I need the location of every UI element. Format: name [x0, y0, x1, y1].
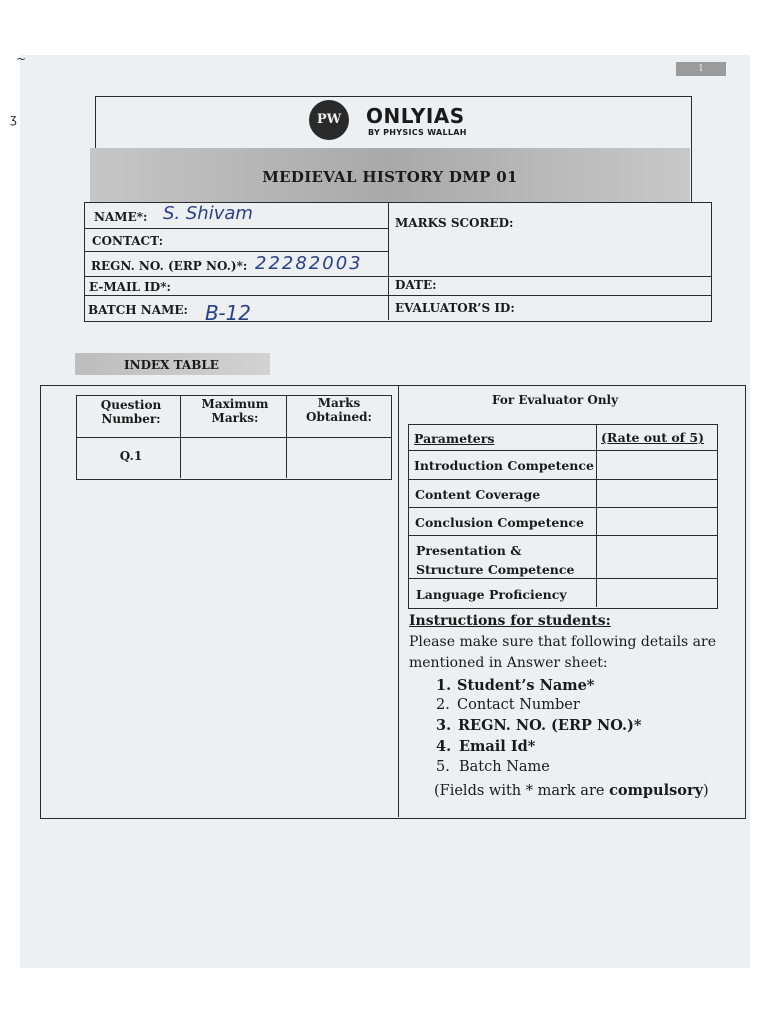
- param-row-line: [408, 507, 718, 508]
- table-row-question: Q.1: [119, 449, 143, 463]
- list-item-num: 5.: [436, 759, 450, 775]
- evaluator-title: For Evaluator Only: [492, 393, 619, 407]
- grid-line: [84, 295, 712, 296]
- note-prefix: (Fields with * mark are: [434, 783, 610, 799]
- param-introduction: Introduction Competence: [414, 458, 594, 473]
- name-value: S. Shivam: [163, 203, 253, 224]
- page-title: MEDIEVAL HISTORY DMP 01: [262, 168, 518, 186]
- list-item-num: 3.: [436, 717, 452, 734]
- param-row-line: [408, 479, 718, 480]
- param-col-line: [596, 424, 597, 607]
- note-suffix: ): [703, 783, 709, 799]
- contact-label: CONTACT:: [92, 234, 164, 248]
- list-item-num: 1.: [436, 677, 452, 694]
- grid-divider: [388, 202, 389, 320]
- margin-mark: ʒ: [10, 112, 17, 126]
- grid-line: [84, 251, 388, 252]
- note-bold: compulsory: [609, 782, 704, 799]
- brand-subtitle: BY PHYSICS WALLAH: [368, 128, 467, 137]
- instructions-heading: Instructions for students:: [409, 613, 611, 629]
- grid-line: [84, 276, 712, 277]
- batch-label: BATCH NAME:: [88, 303, 188, 317]
- param-row-line: [408, 450, 718, 451]
- param-conclusion: Conclusion Competence: [415, 515, 584, 530]
- list-item: Student’s Name*: [457, 677, 595, 694]
- regn-value: 22282003: [255, 253, 363, 274]
- index-row-line: [76, 437, 392, 438]
- instructions-line1: Please make sure that following details are: [409, 634, 717, 650]
- param-row-line: [408, 535, 718, 536]
- header-rate: (Rate out of 5): [601, 430, 704, 445]
- param-content: Content Coverage: [415, 487, 541, 502]
- list-item-num: 2.: [436, 697, 450, 713]
- header-question-number: Question Number:: [100, 398, 162, 426]
- list-item: Contact Number: [457, 697, 580, 713]
- brand-name: ONLYIAS: [366, 104, 465, 128]
- date-label: DATE:: [395, 278, 437, 292]
- param-presentation: Presentation & Structure Competence: [416, 543, 575, 577]
- name-label: NAME*:: [94, 210, 148, 224]
- pw-logo: PW: [309, 100, 349, 140]
- list-item-num: 4.: [436, 738, 452, 755]
- margin-mark: ~: [16, 52, 27, 66]
- compulsory-note: [434, 782, 709, 799]
- grid-line: [84, 228, 388, 229]
- index-table-title: INDEX TABLE: [124, 358, 219, 372]
- header-parameters: Parameters: [414, 431, 495, 446]
- marks-scored-label: MARKS SCORED:: [395, 216, 514, 230]
- header-marks-obtained: Marks Obtained:: [306, 396, 372, 424]
- instructions-line2: mentioned in Answer sheet:: [409, 655, 608, 671]
- list-item: Email Id*: [459, 738, 536, 755]
- header-maximum-marks: Maximum Marks:: [201, 397, 269, 425]
- batch-value: B-12: [205, 301, 252, 325]
- section-divider: [398, 385, 399, 817]
- param-language: Language Proficiency: [416, 587, 567, 602]
- regn-label: REGN. NO. (ERP NO.)*:: [91, 259, 248, 273]
- list-item: REGN. NO. (ERP NO.)*: [458, 717, 642, 734]
- evaluator-id-label: EVALUATOR’S ID:: [395, 301, 515, 315]
- email-label: E-MAIL ID*:: [89, 280, 171, 294]
- page-number: 1: [676, 62, 726, 76]
- list-item: Batch Name: [459, 759, 550, 775]
